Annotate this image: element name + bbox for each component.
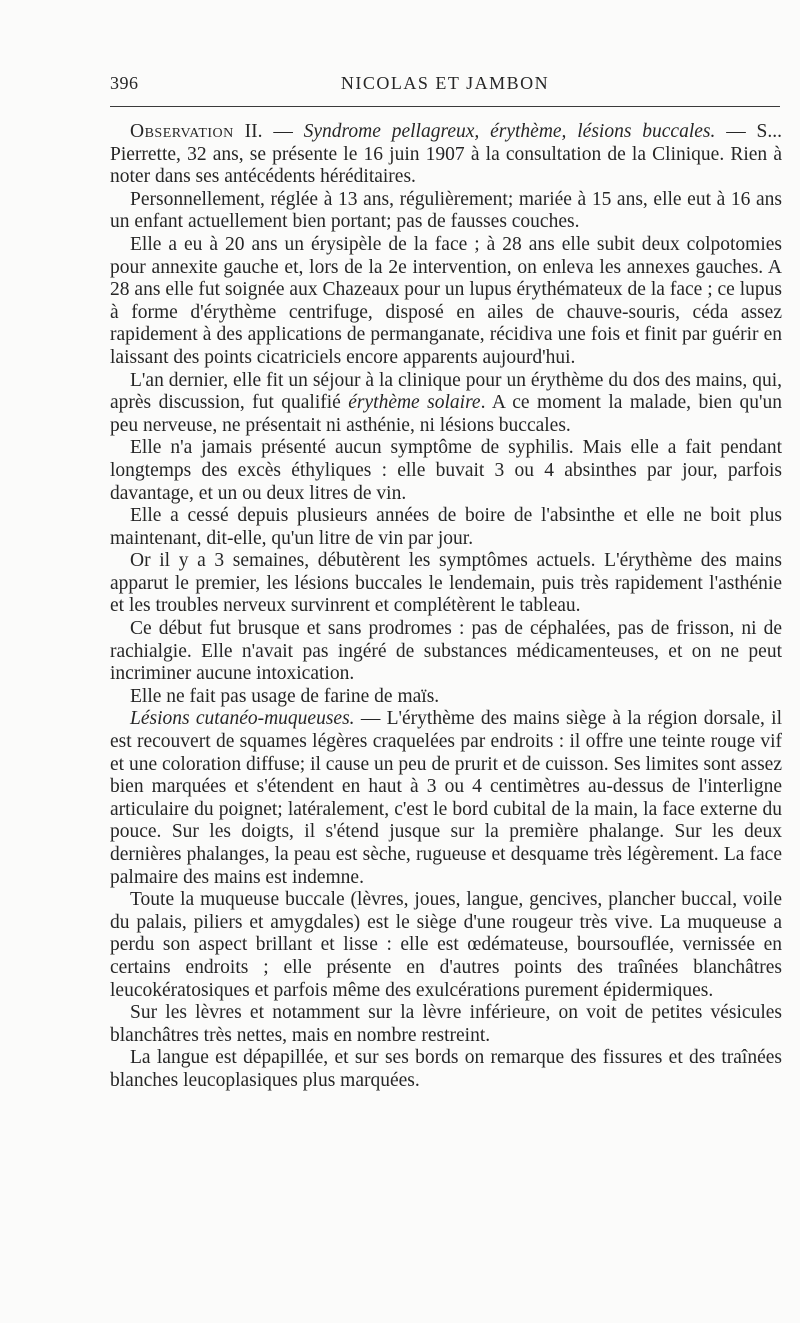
paragraph: Toute la muqueuse buccale (lèvres, joues, langue, gencives, plancher buccal, voile du palais, piliers et amygdales) est le siège d'une rougeur très vive. La muqueuse a perdu son aspect brillant et lisse : elle est œdémateuse, boursouflée, vernissée en certains endroits ; elle présente en d'autres points des traînées blanchâtres leucokératosiques et parfois même des exulcérations purement épidermiques. bbox=[110, 889, 782, 1001]
paragraph: Personnellement, réglée à 13 ans, régulièrement; mariée à 15 ans, elle eut à 16 ans un enfant actuellement bien portant; pas de fausses couches. bbox=[110, 188, 782, 233]
section-heading: Lésions cutanéo-muqueuses. bbox=[130, 708, 355, 730]
body-text bbox=[110, 121, 782, 1093]
observation-subject: Syndrome pellagreux, érythème, lésions buccales. bbox=[303, 121, 716, 142]
running-title: NICOLAS ET JAMBON bbox=[340, 73, 550, 93]
observation-paragraph bbox=[110, 121, 782, 189]
observation-number: II. bbox=[233, 121, 263, 142]
text-run: — L'érythème des mains siège à la région dorsale, il est recouvert de squames légères craquelées par endroits : il offre une teinte rouge vif et une coloration diffuse; il cause un peu de prurit et de cuisson. Ses limites sont assez bien marquées et s'étendent en haut à 3 ou 4 centimètres au-dessus de l'interligne articulaire du poignet; latéralement, c'est le bord cubital de la main, la face externe du pouce. Sur les doigts, il s'étend jusque sur la première phalange. Sur les deux dernières phalanges, la peau est sèche, rugueuse et desquame très légèrement. La face palmaire des mains est indemne. bbox=[110, 708, 782, 888]
paragraph: Elle ne fait pas usage de farine de maïs. bbox=[130, 685, 440, 707]
paragraph: Or il y a 3 semaines, débutèrent les symptômes actuels. L'érythème des mains apparut le premier, les lésions buccales le lendemain, puis très rapidement l'asthénie et les troubles nerveux survinrent et complétèrent le tableau. bbox=[110, 550, 782, 617]
paragraph bbox=[110, 708, 782, 889]
paragraph: La langue est dépapillée, et sur ses bords on remarque des fissures et des traînées blanches leucoplasiques plus marquées. bbox=[110, 1047, 782, 1091]
page-number: 396 bbox=[110, 73, 139, 93]
dash: — bbox=[715, 121, 757, 142]
paragraph: Elle a cessé depuis plusieurs années de boire de l'absinthe et elle ne boit plus maintenant, dit-elle, qu'un litre de vin par jour. bbox=[110, 505, 782, 549]
header-rule bbox=[110, 106, 780, 107]
text-run: L'an dernier, elle fit un séjour à la clinique pour un érythème du dos des mains, qui, après discussion, fut qualifié bbox=[110, 369, 782, 414]
text-run: . A ce moment la malade, bien qu'un peu nerveuse, ne présentait ni asthénie, ni lésions buccales. bbox=[110, 392, 783, 436]
dash: — bbox=[262, 121, 304, 142]
italic-term: érythème solaire bbox=[348, 392, 481, 414]
paragraph: Sur les lèvres et notamment sur la lèvre inférieure, on voit de petites vésicules blanchâtres très nettes, mais en nombre restreint. bbox=[110, 1002, 782, 1046]
observation-label: Observation bbox=[130, 121, 234, 142]
paragraph: Elle n'a jamais présenté aucun symptôme de syphilis. Mais elle a fait pendant longtemps des excès éthyliques : elle buvait 3 ou 4 absinthes par jour, parfois davantage, et un ou deux litres de vin. bbox=[110, 437, 782, 504]
paragraph: Ce début fut brusque et sans prodromes : pas de céphalées, pas de frisson, ni de rachialgie. Elle n'avait pas ingéré de substances médicamenteuses, et on ne peut incriminer aucune intoxication. bbox=[110, 618, 782, 685]
running-head bbox=[110, 73, 780, 99]
observation-intro: S... Pierrette, 32 ans, se présente le 16 juin 1907 à la consultation de la Clinique. Rien à noter dans ses antécédents héréditaires. bbox=[110, 121, 782, 188]
paragraph bbox=[110, 370, 782, 438]
paragraph: Elle a eu à 20 ans un érysipèle de la face ; à 28 ans elle subit deux colpotomies pour annexite gauche et, lors de la 2e intervention, on enleva les annexes gauches. A 28 ans elle fut soignée aux Chazeaux pour un lupus érythémateux de la face ; ce lupus à forme d'érythème centrifuge, disposé en ailes de chauve-souris, céda assez rapidement à des applications de permanganate, récidiva une fois et finit par guérir en laissant des points cicatriciels encore apparents aujourd'hui. bbox=[110, 233, 782, 368]
